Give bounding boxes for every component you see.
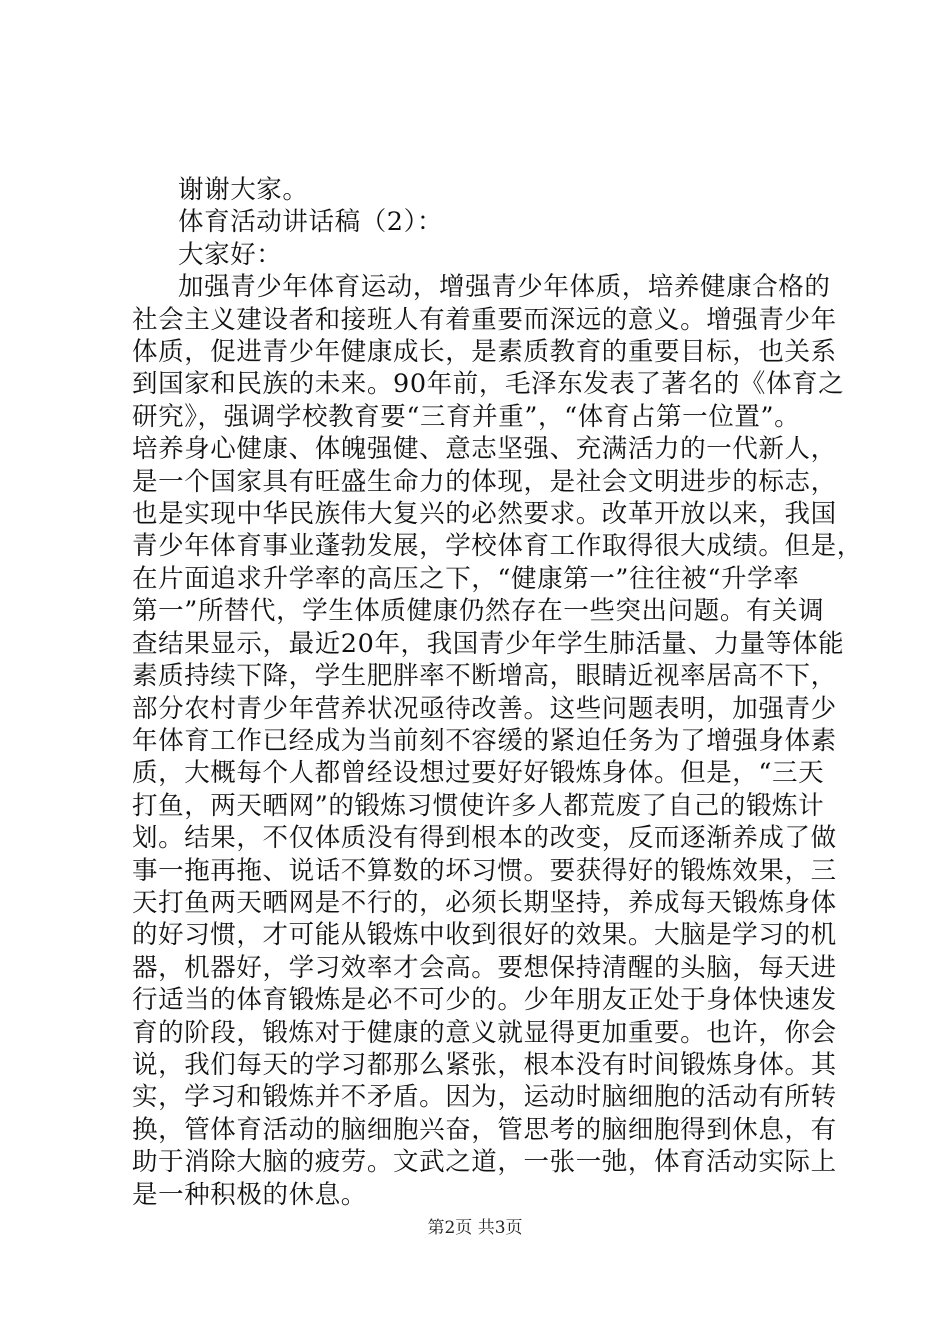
text-line: 社会主义建设者和接班人有着重要而深远的意义。增强青少年 bbox=[132, 304, 837, 335]
text-line: 实，学习和锻炼并不矛盾。因为，运动时脑细胞的活动有所转 bbox=[132, 1082, 837, 1113]
text-line: 在片面追求升学率的高压之下，“健康第一”往往被“升学率 bbox=[132, 563, 800, 594]
text-line: 育的阶段，锻炼对于健康的意义就显得更加重要。也许，你会 bbox=[132, 1017, 837, 1048]
text-line: 到国家和民族的未来。90年前，毛泽东发表了著名的《体育之 bbox=[132, 369, 845, 400]
text-line: 说，我们每天的学习都那么紧张，根本没有时间锻炼身体。其 bbox=[132, 1049, 837, 1080]
text-line: 部分农村青少年营养状况亟待改善。这些问题表明，加强青少 bbox=[132, 693, 837, 724]
text-line: 培养身心健康、体魄强健、意志坚强、充满活力的一代新人， bbox=[132, 434, 837, 465]
text-line: 的好习惯，才可能从锻炼中收到很好的效果。大脑是学习的机 bbox=[132, 920, 837, 951]
document-body bbox=[132, 174, 863, 1211]
text-line: 研究》，强调学校教育要“三育并重”，“体育占第一位置”。 bbox=[132, 401, 801, 432]
text-line: 行适当的体育锻炼是必不可少的。少年朋友正处于身体快速发 bbox=[132, 985, 837, 1016]
text-line: 加强青少年体育运动，增强青少年体质，培养健康合格的 bbox=[178, 272, 831, 303]
text-line: 事一拖再拖、说话不算数的坏习惯。要获得好的锻炼效果，三 bbox=[132, 855, 837, 886]
text-line: 是一个国家具有旺盛生命力的体现，是社会文明进步的标志， bbox=[132, 466, 837, 497]
text-line: 体育活动讲话稿（2）： bbox=[178, 207, 444, 238]
text-line: 查结果显示，最近20年，我国青少年学生肺活量、力量等体能 bbox=[132, 628, 845, 659]
text-line: 天打鱼两天晒网是不行的，必须长期坚持，养成每天锻炼身体 bbox=[132, 887, 837, 918]
text-line: 划。结果，不仅体质没有得到根本的改变，反而逐渐养成了做 bbox=[132, 823, 837, 854]
text-line: 也是实现中华民族伟大复兴的必然要求。改革开放以来，我国 bbox=[132, 499, 837, 530]
text-line: 体质，促进青少年健康成长，是素质教育的重要目标，也关系 bbox=[132, 337, 837, 368]
text-line: 谢谢大家。 bbox=[178, 175, 309, 205]
text-line: 素质持续下降，学生肥胖率不断增高，眼睛近视率居高不下， bbox=[132, 661, 837, 692]
text-line: 打鱼，两天晒网”的锻炼习惯使许多人都荒废了自己的锻炼计 bbox=[132, 790, 825, 821]
page-indicator: 第2页 共3页 bbox=[427, 1218, 523, 1238]
text-line: 质，大概每个人都曾经设想过要好好锻炼身体。但是，“三天 bbox=[132, 758, 825, 789]
text-line: 大家好： bbox=[178, 239, 283, 270]
text-line: 第一”所替代，学生体质健康仍然存在一些突出问题。有关调 bbox=[132, 596, 825, 627]
text-line: 年体育工作已经成为当前刻不容缓的紧迫任务为了增强身体素 bbox=[132, 725, 837, 756]
text-line: 助于消除大脑的疲劳。文武之道，一张一弛，体育活动实际上 bbox=[132, 1147, 837, 1178]
text-line: 是一种积极的休息。 bbox=[132, 1179, 367, 1210]
text-line: 换，管体育活动的脑细胞兴奋，管思考的脑细胞得到休息，有 bbox=[132, 1114, 837, 1145]
text-line: 青少年体育事业蓬勃发展，学校体育工作取得很大成绩。但是， bbox=[132, 531, 863, 562]
text-line: 器，机器好，学习效率才会高。要想保持清醒的头脑，每天进 bbox=[132, 952, 837, 983]
